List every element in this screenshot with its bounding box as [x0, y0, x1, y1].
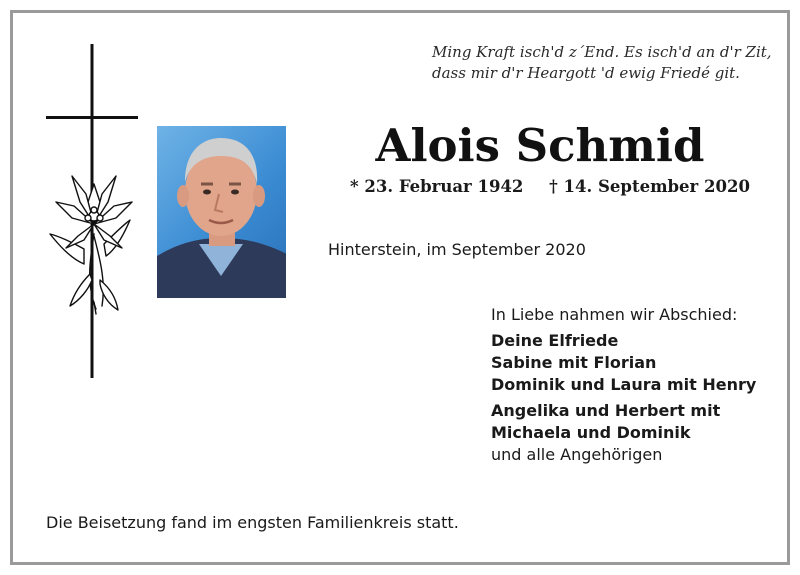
deceased-name: Alois Schmid	[375, 119, 705, 172]
mourner-line: Deine Elfriede	[491, 331, 619, 350]
portrait-figure	[157, 126, 286, 298]
mourner-line: Angelika und Herbert mit	[491, 401, 721, 420]
mourner-line: Michaela und Dominik	[491, 423, 691, 442]
dialect-quote	[432, 42, 772, 84]
birth-date: * 23. Februar 1942	[350, 177, 524, 196]
funeral-note: Die Beisetzung fand im engsten Familienkreis statt.	[46, 513, 459, 532]
mourners-intro: In Liebe nahmen wir Abschied:	[491, 305, 738, 324]
quote-line-2: dass mir d'r Heargott 'd ewig Friedé git.	[432, 64, 740, 82]
mourner-line: Dominik und Laura mit Henry	[491, 375, 757, 394]
mourners-closing: und alle Angehörigen	[491, 445, 663, 464]
mourners-block	[491, 304, 771, 466]
quote-line-1: Ming Kraft isch'd z´End. Es isch'd an d'r Zit,	[432, 43, 772, 61]
portrait-photo	[157, 126, 286, 298]
life-dates	[340, 176, 750, 198]
place-and-date: Hinterstein, im September 2020	[328, 240, 586, 259]
mourner-line: Sabine mit Florian	[491, 353, 657, 372]
cross-icon	[44, 44, 144, 384]
death-date: † 14. September 2020	[549, 177, 750, 196]
